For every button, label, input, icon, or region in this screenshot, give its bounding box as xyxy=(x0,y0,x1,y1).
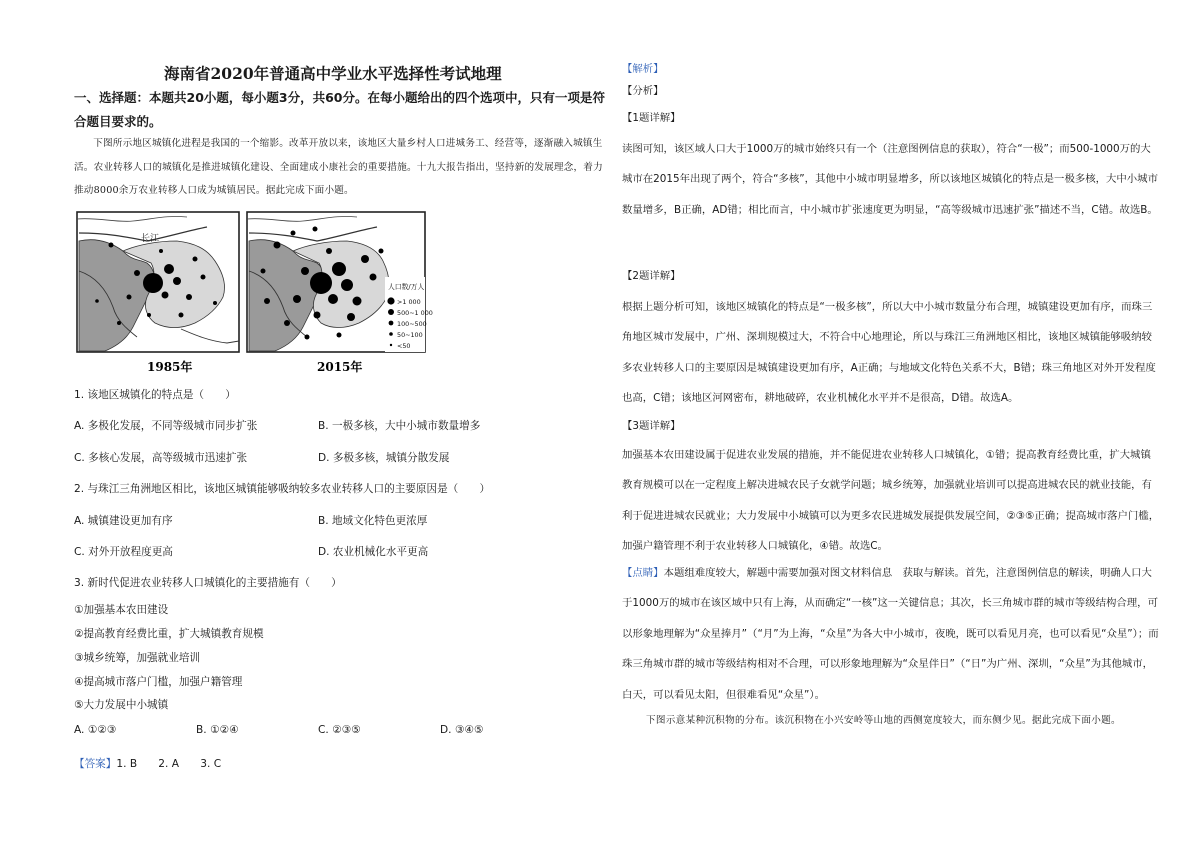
map-svg xyxy=(77,211,433,376)
q3-item: ②提高教育经费比重，扩大城镇教育规模 xyxy=(74,628,264,640)
jiexi-tag: 【解析】 xyxy=(622,63,664,75)
city-2015-shanghai-marker xyxy=(310,272,332,294)
q2-option-b[interactable]: B. 地域文化特色更浓厚 xyxy=(318,515,428,527)
q1-detail-heading: 【1题详解】 xyxy=(622,112,681,124)
q3-detail-heading: 【3题详解】 xyxy=(622,420,681,432)
q3-item: ①加强基本农田建设 xyxy=(74,604,169,616)
next-question-intro: 下图示意某种沉积物的分布。该沉积物在小兴安岭等山地的西侧宽度较大，而东侧少见。据此完成下面小题。 xyxy=(646,715,1121,726)
fenxi-tag: 【分析】 xyxy=(622,85,664,97)
year-label-2015: 2015年 xyxy=(317,360,363,374)
dianjing-paragraph xyxy=(622,558,1160,710)
legend-item: <50 xyxy=(397,342,411,350)
q3-option-d[interactable]: D. ③④⑤ xyxy=(440,724,484,736)
year-label-1985: 1985年 xyxy=(147,360,193,374)
urbanization-map-figure xyxy=(77,211,433,380)
legend-item: >1 000 xyxy=(397,298,421,306)
q1-option-d[interactable]: D. 多极多核，城镇分散发展 xyxy=(318,452,450,464)
q2-detail-text: 根据上题分析可知，该地区城镇化的特点是“一极多核”，所以大中小城市数量分布合理，城镇建设更加有序，而珠三角地区城市发展中，广州、深圳规模过大，不符合中心地理论，所以与珠江三角洲地区相比，该地区城镇能够吸纳较多农业转移人口的主要原因是城镇建设更加有序，A正确；与地域文化特色关系不大，B错；珠三角地区对外开发程度也高，C错；该地区河网密布，耕地破碎，农业机械化水平并不是很高，D错。故选A。 xyxy=(622,301,1156,405)
page-title: 海南省2020年普通高中学业水平选择性考试地理 xyxy=(164,64,502,83)
intro-paragraph: 下图所示地区城镇化进程是我国的一个缩影。改革开放以来，该地区大量乡村人口进城务工、经营等，逐渐融入城镇生活。农业转移人口的城镇化是推进城镇化建设、全面建成小康社会的重要措施。十九大报告指出，坚持新的发展理念，着力推动8000余万农业转移人口成为城镇居民。据此完成下面小题。 xyxy=(74,138,603,196)
legend-title: 人口数/万人 xyxy=(388,283,425,291)
q3-item: ③城乡统筹，加强就业培训 xyxy=(74,652,201,664)
legend-item: 500~1 000 xyxy=(397,309,433,317)
answer-text: 1. B 2. A 3. C xyxy=(116,758,222,770)
q2-option-a[interactable]: A. 城镇建设更加有序 xyxy=(74,515,173,527)
dianjing-tag: 【点睛】 xyxy=(622,567,664,579)
q2-option-c[interactable]: C. 对外开放程度更高 xyxy=(74,546,173,558)
question-3-stem: 3. 新时代促进农业转移人口城镇化的主要措施有（ ） xyxy=(74,577,342,589)
dianjing-text: 本题组难度较大，解题中需要加强对图文材料信息 获取与解读。首先，注意图例信息的解读，明确人口大于1000万的城市在该区域中只有上海，从而确定“一核”这一关键信息；其次，长三角城市群的城市等级结构合理，可以形象地理解为“众星捧月”（“月”为上海，“众星”为各大中小城市，夜晚，既可以看见月亮，也可以看见“众星”）；而珠三角城市群的城市等级结构相对不合理，可以形象地理解为“众星伴日”（“日”为广州、深圳，“众星”为其他城市，白天，可以看见太阳，但很难看见“众星”）。 xyxy=(622,567,1159,701)
q3-item: ④提高城市落户门槛，加强户籍管理 xyxy=(74,676,243,688)
q3-option-a[interactable]: A. ①②③ xyxy=(74,724,117,736)
answer-line xyxy=(74,756,221,771)
q3-option-c[interactable]: C. ②③⑤ xyxy=(318,724,361,736)
q2-detail-heading: 【2题详解】 xyxy=(622,270,681,282)
q1-option-b[interactable]: B. 一极多核，大中小城市数量增多 xyxy=(318,420,481,432)
q2-option-d[interactable]: D. 农业机械化水平更高 xyxy=(318,546,429,558)
q3-item: ⑤大力发展中小城镇 xyxy=(74,699,169,711)
q1-option-c[interactable]: C. 多核心发展，高等级城市迅速扩张 xyxy=(74,452,248,464)
section-heading: 一、选择题：本题共20小题，每小题3分，共60分。在每小题给出的四个选项中，只有一项是符合题目要求的。 xyxy=(74,90,605,129)
legend-item: 100~500 xyxy=(397,320,427,328)
map-label-river: 长江 xyxy=(141,234,160,244)
question-1-stem: 1. 该地区城镇化的特点是（ ） xyxy=(74,389,236,401)
q3-detail-text: 加强基本农田建设属于促进农业发展的措施，并不能促进农业转移人口城镇化，①错；提高教育经费比重，扩大城镇教育规模可以在一定程度上解决进城农民子女就学问题；城乡统筹，加强就业培训可以提高进城农民的就业技能，有利于促进进城农民就业；大力发展中小城镇可以为更多农民进城发展提供发展空间，②③⑤正确；提高城市落户门槛，加强户籍管理不利于农业转移人口城镇化，④错。故选C。 xyxy=(622,449,1160,553)
q3-option-b[interactable]: B. ①②④ xyxy=(196,724,239,736)
city-1985-shanghai-marker xyxy=(143,273,163,293)
q1-option-a[interactable]: A. 多极化发展，不同等级城市同步扩张 xyxy=(74,420,258,432)
q1-detail-text: 读图可知，该区域人口大于1000万的城市始终只有一个（注意图例信息的获取），符合“一极”；而500-1000万的大城市在2015年出现了两个，符合“多核”，其他中小城市明显增多，所以该地区城镇化的特点是一极多核，大中小城市数量增多，B正确，AD错；相比而言，中小城市扩张速度更为明显，“高等级城市迅速扩张”描述不当，C错。故选B。 xyxy=(622,143,1158,216)
question-2-stem: 2. 与珠江三角洲地区相比，该地区城镇能够吸纳较多农业转移人口的主要原因是（ ） xyxy=(74,483,491,495)
answer-tag: 【答案】 xyxy=(74,758,117,770)
legend-item: 50~100 xyxy=(397,331,423,339)
